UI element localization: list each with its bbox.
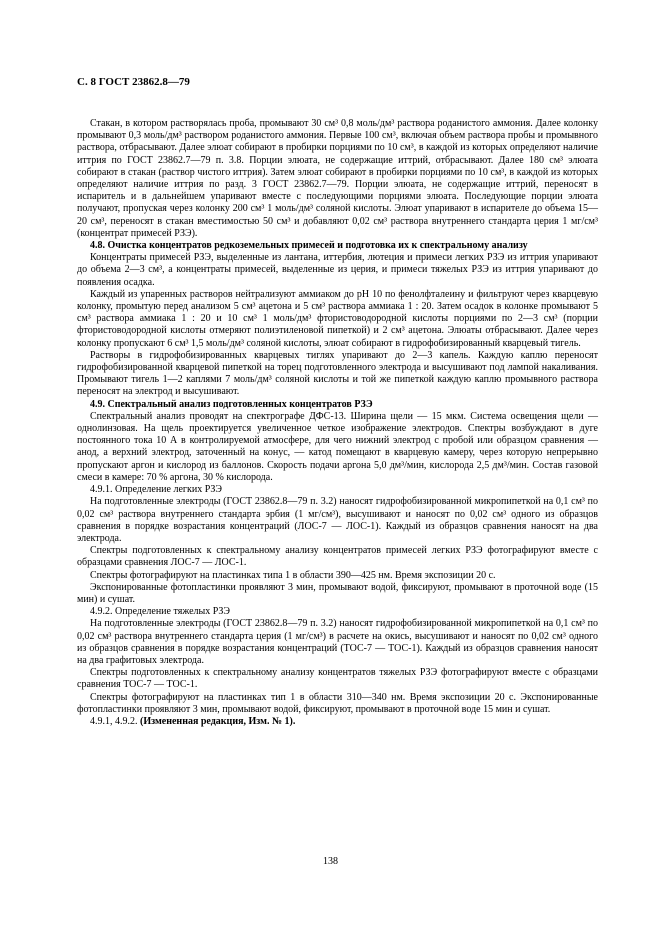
amendment-note: [77, 716, 598, 728]
paragraph-crucibles: Растворы в гидрофобизированных кварцевых тиглях упаривают до 2—3 капель. Каждую каплю переносят гидрофобизированной кварцевой пипеткой на торец подготовленного электрода и высушивают под лампой накаливания. Промывают тигель 1—2 каплями 7 моль/дм³ соляной кислоты и той же пипеткой каждую каплю промывного раствора переносят на электрод и высушивают.: [77, 349, 598, 398]
paragraph-column-wash: Стакан, в котором растворялась проба, промывают 30 см³ 0,8 моль/дм³ раствора роданистого аммония. Далее колонку промывают 0,3 моль/дм³ раствором роданистого аммония. Первые 100 см³, включая объем раствора пробы и промывного раствора, отбрасывают. Далее элюат собирают в пробирки порциями по 10 см³, в каждой из которых определяют наличие иттрия по ГОСТ 23862.7—79 п. 3.8. Порции элюата, не содержащие иттрий, отбрасывают. Далее 180 см³ элюата собирают в стакан (раствор чистого иттрия). Затем элюат собирают в пробирки порциями по 10 см³, в каждой из которых определяют наличие иттрия по разд. 3 ГОСТ 23862.7—79. Порции элюата, не содержащие иттрий, переносят в испаритель и в дальнейшем упаривают вместе с последующими порциями элюата. Последующие порции элюата получают, пропуская через колонку 200 см³ 1 моль/дм³ соляной кислоты. Элюат упаривают в испарителе до объема 15—20 см³, переносят в стакан вместимостью 50 см³ и добавляют 0,02 см³ раствора внутреннего стандарта церия 1 мг/см³ (концентрат примесей РЗЭ).: [77, 118, 598, 239]
paragraph-heavy-photograph: Спектры подготовленных к спектральному анализу концентратов тяжелых РЗЭ фотографируют вместе с образцами сравнения ТОС-7 — ТОС-1.: [77, 667, 598, 691]
paragraph-light-plates: Спектры фотографируют на пластинках типа 1 в области 390—425 нм. Время экспозиции 20 с.: [90, 569, 496, 581]
paragraph-spectrograph: Спектральный анализ проводят на спектрографе ДФС-13. Ширина щели — 15 мкм. Система освещения щели — однолинзовая. На щель проектируется увеличенное четкое изображение электродов. Спектры возбуждают в дуге постоянного тока 10 А в контролируемой атмосфере, для чего нижний электрод с пробой или образцом сравнения — анод, а верхний электрод, заточенный на конус, — катод помещают в кварцевую камеру, через которую непрерывно пропускают аргон и кислород из баллонов. Скорость подачи аргона 5,0 дм³/мин, кислорода 2,5 дм³/мин. Состав газовой смеси в камере: 70 % аргона, 30 % кислорода.: [77, 410, 598, 483]
paragraph-neutralization: Каждый из упаренных растворов нейтрализуют аммиаком до рН 10 по фенолфталеину и фильтруют через кварцевую колонку, промытую перед анализом 5 см³ ацетона и 5 см³ раствора аммиака 1 : 20. Затем осадок в колонке промывают 5 см³ раствора аммиака 1 : 20 и 10 см³ 1 моль/дм³ фтористоводородной кислоты порциями по 2—3 см³ (порции фтористоводородной кислоты отмеряют полиэтиленовой пипеткой) и 2 см³ ацетона. Элюаты отбрасывают. Далее через колонку пропускают 6 см³ 1,5 моль/дм³ соляной кислоты, элюат собирают в гидрофобизированный кварцевый тигель.: [77, 288, 598, 349]
paragraph-light-photograph: Спектры подготовленных к спектральному анализу концентратов примесей легких РЗЭ фотографируют вместе с образцами сравнения ЛОС-7 — ЛОС-1.: [77, 545, 598, 569]
paragraph-light-develop: Экспонированные фотопластинки проявляют 3 мин, промывают водой, фиксируют, промывают в проточной воде (15 мин) и сушат.: [77, 581, 598, 605]
page-header: С. 8 ГОСТ 23862.8—79: [77, 76, 190, 88]
paragraph-heavy-plates: Спектры фотографируют на пластинках тип 1 в области 310—340 нм. Время экспозиции 20 с. Экспонированные фотопластинки проявляют 3 мин, промывают водой, фиксируют, промывают в проточной воде 15 мин и сушат.: [77, 691, 598, 715]
amendment-prefix: 4.9.1, 4.9.2.: [90, 715, 140, 727]
paragraph-light-electrodes: На подготовленные электроды (ГОСТ 23862.8—79 п. 3.2) наносят гидрофобизированной микропипеткой на 0,1 см³ по 0,02 см³ раствора внутреннего стандарта эрбия (1 мг/см³), высушивают и наносят по 0,02 см³ одного из образцов сравнения в порядке возрастания концентраций (ЛОС-7 — ЛОС-1). Каждый из образцов сравнения наносят на два электрода.: [77, 496, 598, 544]
section-heading-4-8: 4.8. Очистка концентратов редкоземельных примесей и подготовка их к спектральному анализу: [90, 240, 528, 252]
page-number: 138: [323, 856, 338, 867]
paragraph-heavy-electrodes: На подготовленные электроды (ГОСТ 23862.8—79 п. 3.2) наносят гидрофобизированной микропипеткой на 0,1 см³ по 0,02 см³ раствора внутреннего стандарта церия (1 мг/см³) в расчете на окись, высушивают и наносят по 0,02 см³ одного из образцов сравнения в порядке возрастания концентраций (ТОС-7 — ТОС-1). Каждый из образцов сравнения наносят на два графитовых электрода.: [77, 618, 598, 666]
body-text: [77, 118, 598, 728]
section-heading-4-9: 4.9. Спектральный анализ подготовленных концентратов РЗЭ: [90, 398, 373, 410]
amendment-label: (Измененная редакция, Изм. № 1).: [140, 715, 296, 727]
subsection-heading-4-9-2: 4.9.2. Определение тяжелых РЗЭ: [90, 606, 231, 618]
paragraph-concentrates: Концентраты примесей РЗЭ, выделенные из лантана, иттербия, лютеция и примеси легких РЗЭ из иттрия упаривают до объема 2—3 см³, а концентраты примесей, выделенные из церия, и примеси тяжелых РЗЭ из иттрия упаривают до появления осадка.: [77, 252, 598, 288]
subsection-heading-4-9-1: 4.9.1. Определение легких РЗЭ: [90, 484, 223, 496]
